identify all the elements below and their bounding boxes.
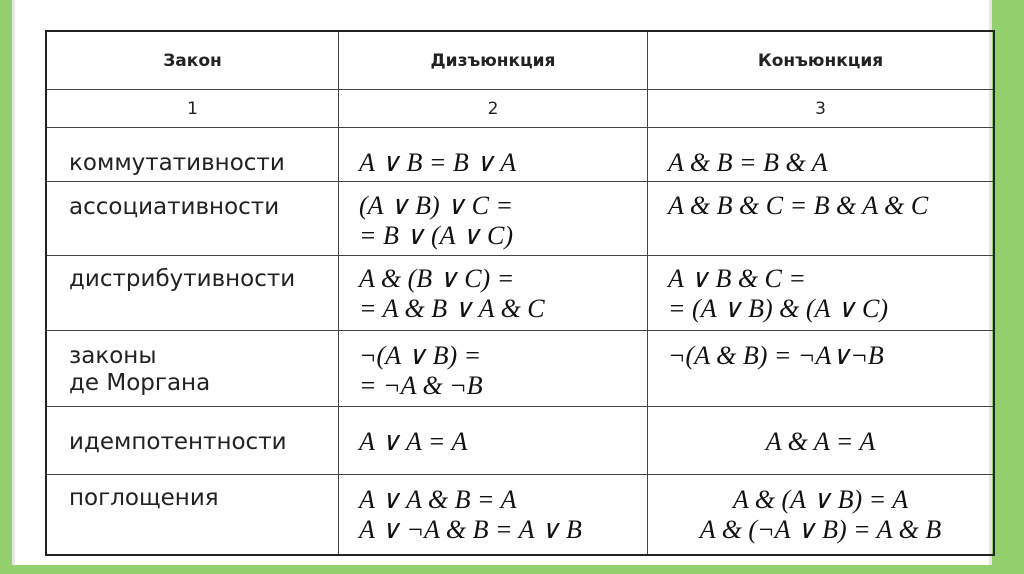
law-label: поглощения bbox=[69, 485, 219, 511]
formula-line: = B ∨ (A ∨ C) bbox=[359, 221, 514, 250]
law-name bbox=[47, 128, 339, 181]
formula-line: A & A = A bbox=[765, 427, 876, 456]
conjunction-formula bbox=[648, 407, 993, 474]
law-label: коммутативности bbox=[69, 150, 285, 176]
formula-line: = (A ∨ B) & (A ∨ C) bbox=[668, 294, 889, 323]
header-law: Закон bbox=[47, 32, 339, 89]
formula-line: (A ∨ B) ∨ C = bbox=[359, 191, 514, 220]
law-name bbox=[47, 475, 339, 554]
header-conjunction: Конъюнкция bbox=[757, 50, 884, 71]
slide-page bbox=[12, 0, 992, 565]
conjunction-formula bbox=[648, 331, 993, 406]
law-label: де Моргана bbox=[69, 370, 211, 396]
disjunction-formula bbox=[339, 475, 648, 554]
law-label: дистрибутивности bbox=[69, 266, 296, 292]
disjunction-formula bbox=[339, 256, 648, 330]
formula-line: A & B = B & A bbox=[668, 148, 828, 177]
formula-line: ¬(A ∨ B) = bbox=[359, 341, 482, 370]
formula-line: A & (¬A ∨ B) = A & B bbox=[699, 515, 942, 544]
disjunction-formula bbox=[339, 182, 648, 255]
table-row bbox=[47, 407, 993, 475]
conjunction-formula bbox=[648, 182, 993, 255]
law-label: законы bbox=[69, 343, 157, 369]
formula-line: A ∨ B = B ∨ A bbox=[359, 148, 517, 177]
law-label: ассоциативности bbox=[69, 194, 280, 220]
conjunction-formula bbox=[648, 475, 993, 554]
table-row bbox=[47, 128, 993, 182]
formula-line: A & (B ∨ C) = bbox=[359, 264, 515, 293]
table-row bbox=[47, 331, 993, 407]
header-row bbox=[47, 32, 993, 90]
formula-line: A ∨ B & C = bbox=[668, 264, 806, 293]
conjunction-formula bbox=[648, 256, 993, 330]
formula-line: = A & B ∨ A & C bbox=[359, 294, 545, 323]
formula-line: A ∨ A = A bbox=[359, 427, 468, 456]
law-name bbox=[47, 182, 339, 255]
disjunction-formula bbox=[339, 128, 648, 181]
table-row bbox=[47, 182, 993, 256]
column-number-1: 1 bbox=[47, 90, 339, 127]
law-name bbox=[47, 331, 339, 406]
law-label: идемпотентности bbox=[69, 429, 287, 455]
formula-line: A ∨ ¬A & B = A ∨ B bbox=[359, 515, 582, 544]
law-name bbox=[47, 256, 339, 330]
disjunction-formula bbox=[339, 407, 648, 474]
formula-line: A & (A ∨ B) = A bbox=[732, 485, 909, 514]
formula-line: A & B & C = B & A & C bbox=[668, 191, 929, 220]
disjunction-formula bbox=[339, 331, 648, 406]
table-row bbox=[47, 256, 993, 331]
formula-line: = ¬A & ¬B bbox=[359, 371, 483, 400]
column-number-2: 2 bbox=[339, 90, 648, 127]
formula-line: ¬(A & B) = ¬A∨¬B bbox=[668, 341, 884, 370]
column-number-3: 3 bbox=[815, 98, 826, 119]
table-row bbox=[47, 475, 993, 554]
column-number-row bbox=[47, 90, 993, 128]
formula-line: A ∨ A & B = A bbox=[359, 485, 517, 514]
laws-table bbox=[45, 30, 995, 556]
conjunction-formula bbox=[648, 128, 993, 181]
law-name bbox=[47, 407, 339, 474]
header-disjunction: Дизъюнкция bbox=[339, 32, 648, 89]
